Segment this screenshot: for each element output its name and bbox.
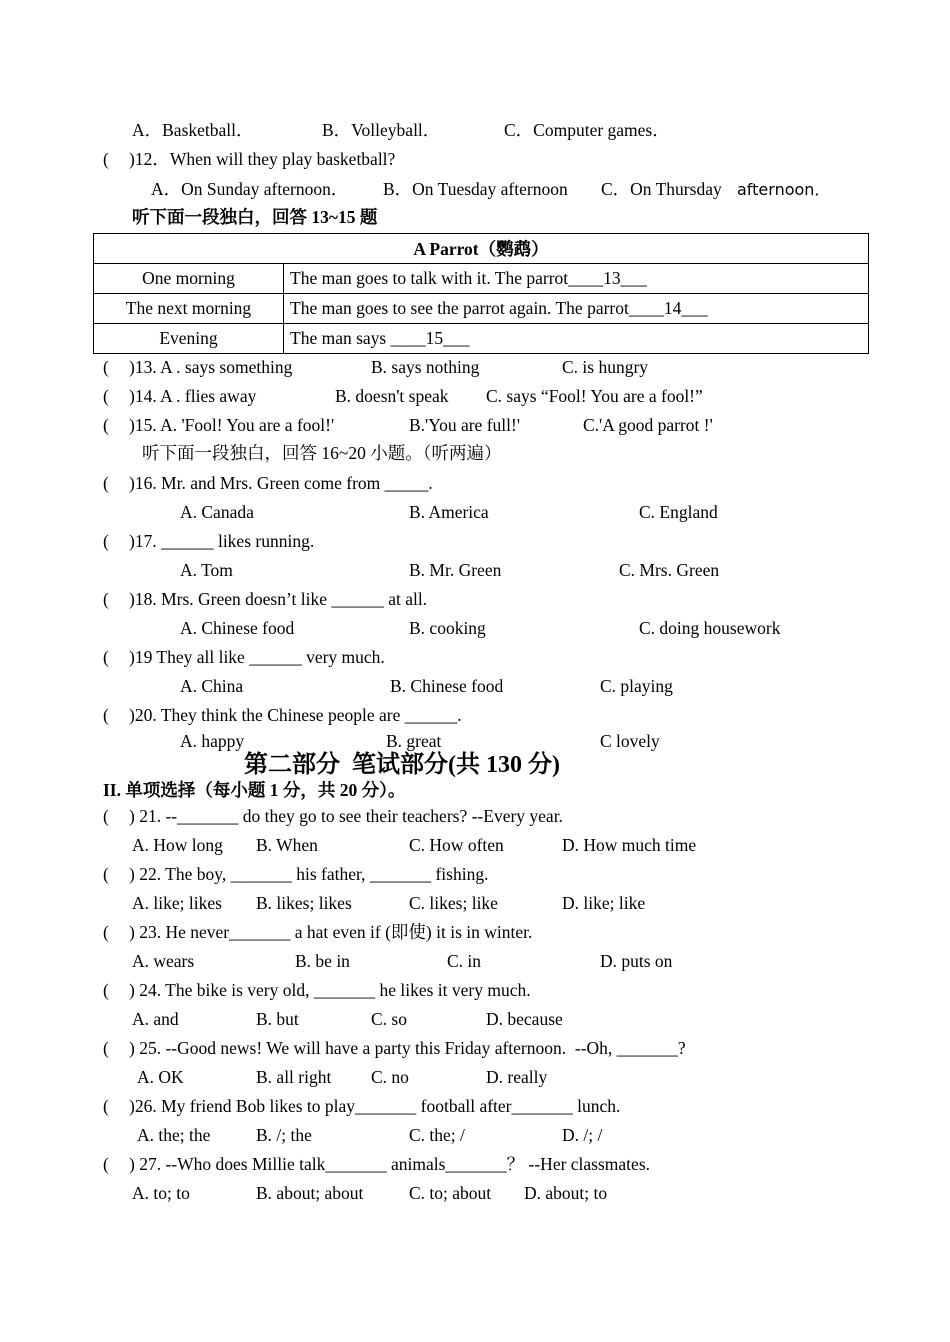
q21-option-b: B. When <box>256 835 318 855</box>
q20-option-a: A. happy <box>180 731 245 751</box>
q12-option-a: A．On Sunday afternoon． <box>151 179 349 199</box>
table-cell-text: The man says ____15___ <box>284 324 869 354</box>
q11-option-c: C．Computer games． <box>504 120 670 140</box>
q14-stem: )14. A . flies away <box>129 386 257 406</box>
q19-option-a: A. China <box>180 676 244 696</box>
q27-option-d: D. about; to <box>524 1183 608 1203</box>
answer-paren: ( <box>103 864 109 884</box>
q13-option-b: B. says nothing <box>371 357 480 377</box>
q25-stem: ) 25. --Good news! We will have a party this Friday afternoon. --Oh, _______? <box>129 1038 686 1058</box>
q23-option-b: B. be in <box>295 951 350 971</box>
q22-option-b: B. likes; likes <box>256 893 352 913</box>
q18-option-c: C. doing housework <box>639 618 781 638</box>
q23-stem: ) 23. He never_______ a hat even if (即使) it is in winter. <box>129 922 533 942</box>
answer-paren: ( <box>103 705 109 725</box>
q25-option-b: B. all right <box>256 1067 332 1087</box>
answer-paren: ( <box>103 149 109 169</box>
q26-stem: )26. My friend Bob likes to play_______ football after_______ lunch. <box>129 1096 621 1116</box>
q23-option-a: A. wears <box>132 951 195 971</box>
table-cell-time: One morning <box>94 264 284 294</box>
table-cell-text: The man goes to see the parrot again. The parrot____14___ <box>284 294 869 324</box>
answer-paren: ( <box>103 357 109 377</box>
answer-paren: ( <box>103 415 109 435</box>
q17-option-c: C. Mrs. Green <box>619 560 720 580</box>
q27-stem: ) 27. --Who does Millie talk_______ animals_______？ --Her classmates. <box>129 1154 651 1174</box>
q22-option-d: D. like; like <box>562 893 646 913</box>
answer-paren: ( <box>103 473 109 493</box>
section-13-15-heading: 听下面一段独白，回答 13~15 题 <box>132 207 378 227</box>
q24-stem: ) 24. The bike is very old, _______ he likes it very much. <box>129 980 531 1000</box>
table-cell-time: Evening <box>94 324 284 354</box>
q18-option-a: A. Chinese food <box>180 618 295 638</box>
q21-option-c: C. How often <box>409 835 504 855</box>
q24-option-d: D. because <box>486 1009 563 1029</box>
q16-stem: )16. Mr. and Mrs. Green come from _____. <box>129 473 433 493</box>
q12-stem: )12．When will they play basketball? <box>129 149 396 169</box>
q19-option-c: C. playing <box>600 676 673 696</box>
q22-option-c: C. likes; like <box>409 893 498 913</box>
q21-stem: ) 21. --_______ do they go to see their teachers? --Every year. <box>129 806 563 826</box>
parrot-table <box>93 233 869 354</box>
q22-stem: ) 22. The boy, _______ his father, _______ fishing. <box>129 864 489 884</box>
part2-title: 第二部分 笔试部分(共 130 分) <box>244 752 560 778</box>
answer-paren: ( <box>103 647 109 667</box>
q11-option-a: A．Basketball． <box>132 120 254 140</box>
q27-option-b: B. about; about <box>256 1183 364 1203</box>
q18-stem: )18. Mrs. Green doesn’t like ______ at all. <box>129 589 428 609</box>
q23-option-d: D. puts on <box>600 951 673 971</box>
table-cell-text: The man goes to talk with it. The parrot____13___ <box>284 264 869 294</box>
q25-option-a: A. OK <box>137 1067 184 1087</box>
q26-option-b: B. /; the <box>256 1125 312 1145</box>
table-cell-time: The next morning <box>94 294 284 324</box>
q12-option-b: B．On Tuesday afternoon <box>383 179 568 199</box>
q17-option-a: A. Tom <box>180 560 233 580</box>
q13-option-c: C. is hungry <box>562 357 649 377</box>
q17-stem: )17. ______ likes running. <box>129 531 315 551</box>
q27-option-c: C. to; about <box>409 1183 492 1203</box>
answer-paren: ( <box>103 806 109 826</box>
answer-paren: ( <box>103 1096 109 1116</box>
q20-option-c: C lovely <box>600 731 660 751</box>
q15-option-c: C.'A good parrot !' <box>583 415 713 435</box>
q25-option-d: D. really <box>486 1067 548 1087</box>
q24-option-c: C. so <box>371 1009 407 1029</box>
q22-option-a: A. like; likes <box>132 893 222 913</box>
q16-option-c: C. England <box>639 502 718 522</box>
section-16-20-heading: 听下面一段独白，回答 16~20 小题。（听两遍） <box>142 443 502 463</box>
q23-option-c: C. in <box>447 951 482 971</box>
q25-option-c: C. no <box>371 1067 409 1087</box>
q11-option-b: B．Volleyball． <box>322 120 441 140</box>
q24-option-a: A. and <box>132 1009 179 1029</box>
answer-paren: ( <box>103 589 109 609</box>
q21-option-a: A. How long <box>132 835 223 855</box>
q14-option-c: C. says “Fool! You are a fool!” <box>486 386 703 406</box>
q12-option-c-tail: afternoon． <box>737 180 831 199</box>
q17-option-b: B. Mr. Green <box>409 560 502 580</box>
q26-option-c: C. the; / <box>409 1125 465 1145</box>
q26-option-d: D. /; / <box>562 1125 603 1145</box>
q13-stem: )13. A . says something <box>129 357 293 377</box>
section-ii-heading: II. 单项选择（每小题 1 分，共 20 分）。 <box>103 780 406 800</box>
answer-paren: ( <box>103 531 109 551</box>
q20-option-b: B. great <box>386 731 442 751</box>
q18-option-b: B. cooking <box>409 618 486 638</box>
q21-option-d: D. How much time <box>562 835 697 855</box>
q20-stem: )20. They think the Chinese people are ______. <box>129 705 462 725</box>
q26-option-a: A. the; the <box>137 1125 211 1145</box>
q27-option-a: A. to; to <box>132 1183 190 1203</box>
q19-stem: )19 They all like ______ very much. <box>129 647 385 667</box>
q15-stem: )15. A. 'Fool! You are a fool!' <box>129 415 335 435</box>
q15-option-b: B.'You are full!' <box>409 415 520 435</box>
q19-option-b: B. Chinese food <box>390 676 504 696</box>
answer-paren: ( <box>103 386 109 406</box>
q12-option-c: C．On Thursday <box>601 179 722 199</box>
answer-paren: ( <box>103 922 109 942</box>
answer-paren: ( <box>103 980 109 1000</box>
q16-option-a: A. Canada <box>180 502 254 522</box>
q16-option-b: B. America <box>409 502 489 522</box>
answer-paren: ( <box>103 1154 109 1174</box>
q14-option-b: B. doesn't speak <box>335 386 449 406</box>
parrot-table-title: A Parrot（鹦鹉） <box>94 234 869 264</box>
answer-paren: ( <box>103 1038 109 1058</box>
q24-option-b: B. but <box>256 1009 299 1029</box>
